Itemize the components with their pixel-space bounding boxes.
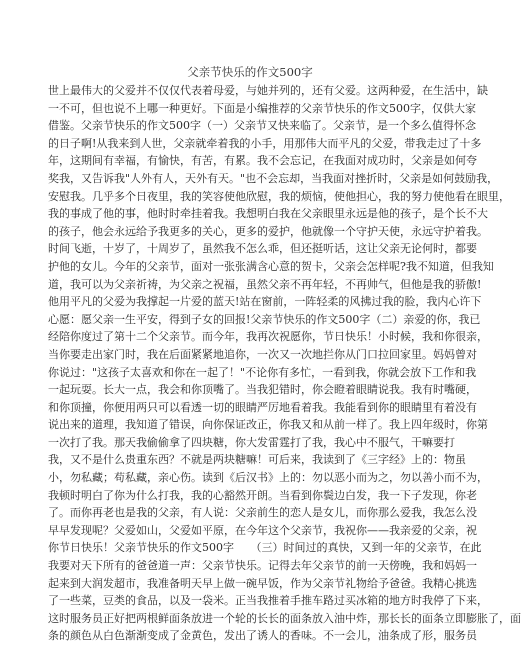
text-line: 我，又不是什么贵重东西？不就是两块糖嘛！可后来，我读到了《三字经》上的：物虽	[48, 453, 466, 467]
text-line: 年，这期间有幸福，有愉快，有苦，有累。我不会忘记，在我面对成功时，父亲是如何夸	[48, 154, 477, 168]
text-line: 他用平凡的父爱为我撑起一片爱的蓝天!站在窗前，一阵轻柔的风拂过我的脸，我内心许下	[48, 295, 482, 309]
text-line: 条的颜色从白色渐渐变成了金黄色，发出了诱人的香味。不一会儿，油条成了形，服务员	[48, 629, 477, 643]
text-line: 这时服务员正好把两根鲜面条放进一个轮的长长的面条放入油中炸，那长长的面条立即膨胀了，面	[48, 611, 521, 625]
text-line: 你节日快乐！父亲节快乐的作文500字 （三）时间过的真快，又到一年的父亲节，在此	[48, 541, 482, 555]
text-line: 安慰我。几乎多个日夜里，我的笑容使他欣慰，我的烦恼，使他担心，我的努力使他看在眼里，	[48, 189, 510, 203]
text-line: 你说过："这孩子太喜欢和你在一起了！"不论你有多忙，一看到我，你就会放下工作和我	[48, 365, 477, 379]
text-line: 借鉴。父亲节快乐的作文500字（一）父亲节又快来临了。父亲节，是一个多么值得怀念	[48, 119, 476, 133]
text-line: 一起玩耍。长大一点，我会和你顶嘴了。当我犯错时，你会瞪着眼睛说我。我有时嘴硬，	[48, 383, 477, 397]
text-line: 世上最伟大的父爱并不仅仅代表着母爱，与她并列的，还有父爱。这两种爱，在生活中，缺	[48, 84, 488, 97]
text-line: 心愿：愿父亲一生平安，得到子女的回报!父亲节快乐的作文500字（二）亲爱的你，我已	[48, 312, 481, 326]
text-line: 起来到大润发超市，我准备明天早上做一碗早饭，作为父亲节礼物给予爸爸。我精心挑选	[48, 576, 477, 590]
text-line: 我的事成了他的事，他时时牵挂着我。我想明白我在父亲眼里永远是他的孩子，是个长不大	[48, 207, 488, 221]
text-line: 一次打了我。那天我偷偷拿了四块糖，你大发雷霆打了我，我心中不服气，干嘛要打	[48, 435, 455, 449]
text-line: 奖我，又告诉我"人外有人，天外有天。"也不会忘却，当我面对挫折时，父亲是如何鼓励我，	[48, 171, 499, 185]
document-body	[48, 82, 521, 645]
text-line: 了一些菜，豆类的食品，以及一袋米。正当我推着手推车路过买冰箱的地方时我停了下来，	[48, 594, 488, 608]
text-line: 小，勿私藏；苟私藏，亲心伤。读到《后汉书》上的：勿以恶小而为之，勿以善小而不为，	[48, 471, 488, 485]
text-line: 时间飞逝，十岁了，十周岁了，虽然我不怎么乖，但还挺听话，这让父亲无论何时，都要	[48, 242, 477, 256]
text-line: 的日子啊!从我来到人世，父亲就牵着我的小手，用那伟大而平凡的父爱，带我走过了十多	[48, 136, 482, 150]
text-line: 说出来的道理，我知道了错误，向你保证改正，你我又和从前一样了。我上四年级时，你第	[48, 418, 488, 432]
text-line: 一不可，但也说不上哪一种更好。下面是小编推荐的父亲节快乐的作文500字，仅供大家	[48, 101, 476, 115]
text-line: 和你顶撞，你便用两只可以看透一切的眼睛严厉地看着我。我能看到你的眼睛里有着没有	[48, 400, 477, 414]
text-line: 的孩子，他会永远给予我更多的关心，更多的爱护，他就像一个守护天使，永远守护着我。	[48, 224, 488, 238]
text-line: 我顿时明白了你为什么打我，我的心豁然开朗。当看到你鬓边白发，我一下子发现，你老	[48, 488, 477, 502]
text-line: 我要对天下所有的爸爸道一声：父亲节快乐。记得去年父亲节的前一天傍晚，我和妈妈一	[48, 559, 477, 573]
text-line: 了。而你再老也是我的父亲，有人说：父亲前生的恋人是女儿，而你那么爱我，我怎么没	[48, 506, 477, 520]
text-line: 当你要走出家门时，我在后面紧紧地追你，一次又一次地拦你从门口拉回家里。妈妈曾对	[48, 347, 477, 361]
text-line: 早早发现呢？父爱如山，父爱如平原，在今年这个父亲节，我祝你——我亲爱的父亲，祝	[48, 523, 477, 537]
text-line: 道，我可以为父亲祈祷，为父亲之祝福，虽然父亲不再年轻，不再帅气，但他是我的骄傲!	[48, 277, 482, 291]
text-line: 经陪你度过了第十二个父亲节。而今年，我再次祝愿你，节日快乐！小时候，我和你很亲，	[48, 330, 488, 344]
document-title: 父亲节快乐的作文500字	[187, 65, 313, 79]
text-line: 护他的女儿。今年的父亲节，面对一张张满含心意的贺卡，父亲会怎样呢?我不知道，但我知	[48, 259, 494, 273]
